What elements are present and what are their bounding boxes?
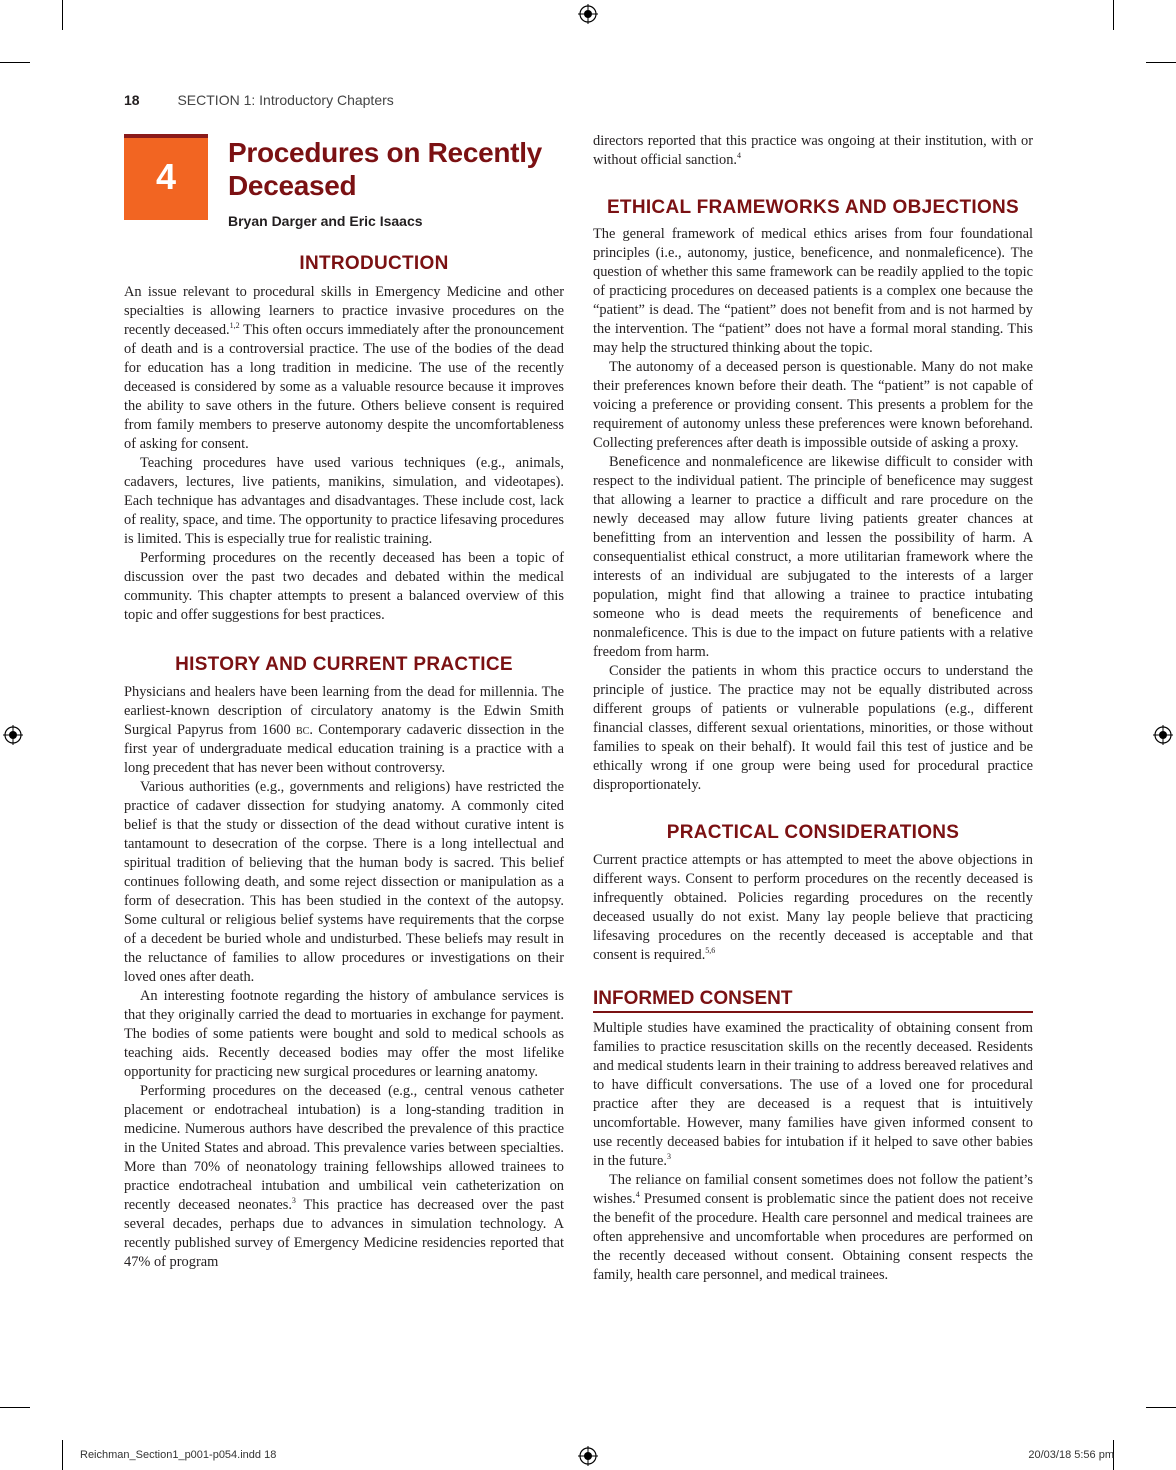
registration-mark-icon	[578, 4, 598, 24]
footer-timestamp: 20/03/18 5:56 pm	[1028, 1449, 1114, 1461]
consent-paragraph: Multiple studies have examined the practicality of obtaining consent from families to practice resuscitation skills on the recently deceased. Residents and medical students learn in their training to address bereaved relatives and to have difficult conversations. The use of a loved one for procedural practice after they are deceased is a request that is intuitively uncomfortable. However, many families have given informed consent to use recently deceased babies for intubation if it helped to save other babies in the future.$^3$	[593, 1020, 1033, 1169]
crop-mark	[1146, 1407, 1176, 1408]
history-paragraph: Performing procedures on the deceased (e.g., central venous catheter placement or endotracheal intubation) is a long-standing tradition in medicine. Numerous authors have described the prevalence of this practice in the United States and abroad. This prevalence varies between specialties. More than 70% of neonatology training fellowships allowed trainees to practice endotracheal intubation and umbilical vein catheterization on recently deceased neonates.$^3$ This practice has decreased over the past several decades, perhaps due to advances in simulation technology. A recently published survey of Emergency Medicine residencies reported that 47% of program	[124, 1083, 564, 1270]
registration-mark-icon	[3, 725, 23, 745]
ethical-paragraph: Beneficence and nonmaleficence are likewise difficult to consider with respect to the individual patient. The principle of beneficence may suggest that allowing a learner to practice a difficult and rare procedure on the newly deceased may allow future living patients greater chances at benefitting from an intervention and lessen the possibility of harm. A consequentialist ethical construct, a more utilitarian framework where the interests of an individual are subjugated to the interests of a larger population, might find that allowing a trainee to practice intubating someone who is dead meets the requirements of beneficence and nonmaleficence. This is due to the impact on future patients with a relative freedom from harm.	[593, 454, 1033, 660]
consent-heading: INFORMED CONSENT	[593, 989, 1033, 1013]
crop-mark	[0, 62, 30, 63]
introduction-paragraph: Teaching procedures have used various techniques (e.g., animals, cadavers, lectures, live patients, manikins, simulation, and videotapes). Each technique has advantages and disadvantages. These include cost, lack of reality, space, and time. The opportunity to practice lifesaving procedures is limited. This is especially true for realistic training.	[124, 455, 564, 547]
ethical-paragraph: Consider the patients in whom this practice occurs to understand the principle of justice. The practice may not be equally distributed across different groups of patients or vulnerable populations (e.g., different financial classes, different sexual orientations, minorities, or those without families to speak on their behalf). It would fail this test of justice and be ethically wrong if one group were being used for procedural practice disproportionately.	[593, 663, 1033, 793]
chapter-authors: Bryan Darger and Eric Isaacs	[228, 213, 423, 229]
right-column	[593, 132, 1033, 1285]
crop-mark	[1113, 0, 1114, 30]
crop-mark	[1146, 62, 1176, 63]
registration-mark-icon	[578, 1446, 598, 1466]
chapter-number-box	[124, 134, 208, 220]
crop-mark	[62, 1440, 63, 1470]
history-paragraph-continued: directors reported that this practice was ongoing at their institution, with or without official sanction.$^4$	[593, 133, 1033, 168]
running-head	[124, 92, 394, 108]
history-paragraph: Various authorities (e.g., governments and religions) have restricted the practice of cadaver dissection for studying anatomy. A commonly cited belief is that the study or dissection of the dead without curative intent is tantamount to desecration of the corpse. There is a long intellectual and spiritual tradition of believing that the human body is sacred. This belief continues following death, and some reject dissection or manipulation as a form of desecration. This has been studied in the context of the autopsy. Some cultural or religious belief systems have requirements that the corpse of a decedent be buried whole and undisturbed. These beliefs may result in the reluctance of families to allow procedures or investigations on their loved ones after death.	[124, 779, 564, 985]
crop-mark	[62, 0, 63, 30]
chapter-title: Procedures on Recently Deceased	[228, 137, 542, 201]
practical-paragraph: Current practice attempts or has attempted to meet the above objections in different ways. Consent to perform procedures on the recently deceased is infrequently obtained. Policies regarding procedures on the recently deceased usually do not exist. Many lay people believe that practicing lifesaving procedures on the recently deceased is acceptable and that consent is required.$^{5,6}$	[593, 852, 1033, 963]
registration-mark-icon	[1153, 725, 1173, 745]
chapter-number: 4	[155, 156, 177, 197]
introduction-paragraph: An issue relevant to procedural skills in Emergency Medicine and other specialties is allowing learners to practice invasive procedures on the recently deceased.$^{1,2}$ This often occurs immediately after the pronouncement of death and is a controversial practice. The use of the bodies of the dead for education has a long tradition in medicine. The use of the recently deceased is considered by some as a valuable resource because it improves the ability to save others in the future. Others believe consent is required from family members to preserve autonomy despite the uncomfortableness of asking for consent.	[124, 284, 564, 452]
section-title: SECTION 1: Introductory Chapters	[177, 92, 394, 108]
introduction-heading: INTRODUCTION	[299, 253, 449, 274]
left-column	[124, 254, 564, 1272]
crop-mark	[0, 1407, 30, 1408]
history-paragraph: An interesting footnote regarding the history of ambulance services is that they originally carried the dead to mortuaries in exchange for payment. The bodies of some patients were bought and sold to medical schools as teaching aids. Recently deceased bodies may offer the most lifelike opportunity for practicing new surgical procedures or learning anatomy.	[124, 988, 564, 1080]
ethical-paragraph: The general framework of medical ethics arises from four foundational principles (i.e., autonomy, justice, beneficence, and nonmaleficence). The question of whether this same framework can be readily applied to the topic of practicing procedures on deceased patients is a complex one because the “patient” is dead. The “patient” does not benefit from and is not harmed by the intervention. The “patient” does not have a formal moral standing. This may help the structured thinking about the topic.	[593, 226, 1033, 356]
footer-file-slug: Reichman_Section1_p001-p054.indd 18	[80, 1449, 277, 1461]
ethical-paragraph: The autonomy of a deceased person is questionable. Many do not make their preferences known before their death. The “patient” is not capable of voicing a preference or providing consent. This presents a problem for the requirement of autonomy unless these preferences were known beforehand. Collecting preferences after death is impossible outside of asking a proxy.	[593, 359, 1033, 451]
introduction-paragraph: Performing procedures on the recently deceased has been a topic of discussion over the past two decades and debated within the medical community. This chapter attempts to present a balanced overview of this topic and offer suggestions for best practices.	[124, 550, 564, 623]
practical-heading: PRACTICAL CONSIDERATIONS	[666, 822, 960, 843]
history-paragraph: Physicians and healers have been learning from the dead for millennia. The earliest-known description of circulatory anatomy is the Edwin Smith Surgical Papyrus from 1600 bc. Contemporary cadaveric dissection in the first year of undergraduate medical education training is a practice with a long precedent that has never been without controversy.	[124, 684, 564, 776]
history-heading: HISTORY AND CURRENT PRACTICE	[175, 654, 513, 675]
page-number: 18	[124, 92, 140, 108]
ethical-heading: ETHICAL FRAMEWORKS AND OBJECTIONS	[606, 197, 1020, 218]
consent-paragraph: The reliance on familial consent sometimes does not follow the patient’s wishes.$^4$ Presumed consent is problematic since the patient does not receive the benefit of the procedure. Health care personnel and medical trainees are often apprehensive and uncomfortable when procedures are performed on the recently deceased without consent. Obtaining consent respects the family, health care personnel, and medical trainees.	[593, 1172, 1033, 1283]
chapter-box-bar	[124, 134, 208, 138]
